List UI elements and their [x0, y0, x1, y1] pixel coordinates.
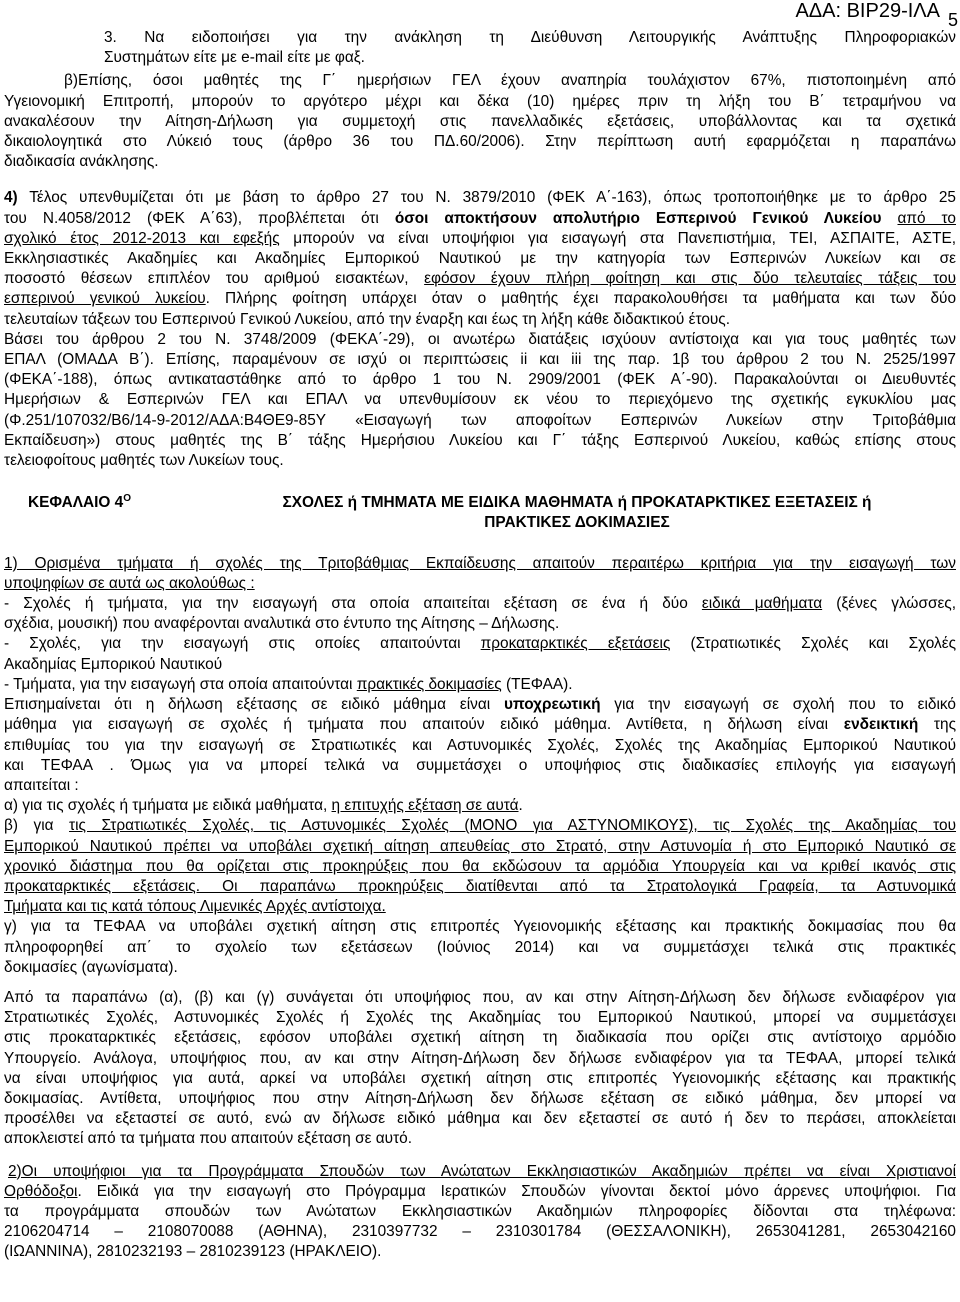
item-3: 3. Να ειδοποιήσει για την ανάκληση τη Διεύθυνση Λειτουργικής Ανάπτυξης Πληροφοριακών Συστημάτων είτε με e-mail είτε με φαξ.: [104, 29, 956, 67]
para4-line1-text: Τέλος υπενθυμίζεται ότι με βάση το άρθρο 27 του Ν. 3879/2010 (ΦΕΚ Α΄-163), όπως τροποποιήθηκε με το άρθρο 25: [17, 189, 956, 207]
page-number: 5: [947, 10, 958, 30]
section-2: 2)Οι υποψήφιοι για τα Προγράμματα Σπουδών των Ανώτατων Εκκλησιαστικών Ακαδημιών πρέπει να είναι Χριστιανοί Ορθόδοξοι. Ειδικά για την εισαγωγή στο Πρόγραμμα Ιερατικών Σπουδών γίνονται δεκτοί μόνο άρρενες υποψήφιοι. Για τα προγράμματα σπουδών των Ανώτατων Εκκλησιαστικών Ακαδημιών πληροφορίες δίδονται στα τηλέφωνα: 2106204714 – 2108070088 (ΑΘΗΝΑ), 2310397732 – 2310301784 (ΘΕΣΣΑΛΟΝΙΚΗ), 2653041281, 2653042160 (ΙΩΑΝΝΙΝΑ), 2810232193 – 2810239123 (ΗΡΑΚΛΕΙΟ).: [4, 1162, 956, 1261]
page-body: [4, 28, 956, 1263]
para-b: β)Επίσης, όσοι μαθητές της Γ΄ ημερήσιων ΓΕΛ έχουν αναπηρία τουλάχιστον 67%, πιστοποιημένη από Υγειονομική Επιτροπή, μπορούν το αργότερο μέχρι και δέκα (10) ημέρες πριν τη λήξη του Β΄ τετραμήνου να ανακαλέσουν την Αίτηση-Δήλωση για συμμετοχή στις πανελλαδικές εξετάσεις, υποβάλλοντας και τα σχετικά δικαιολογητικά στο Λύκειό τους (άρθρο 36 του ΠΔ.60/2006). Στην περίπτωση αυτή εφαρμόζεται η παραπάνω διαδικασία ανάκλησης.: [4, 72, 956, 171]
paragraph-after: Από τα παραπάνω (α), (β) και (γ) συνάγεται ότι υποψήφιος που, αν και στην Αίτηση-Δήλωση δεν δήλωσε ενδιαφέρον για Στρατιωτικές Σχολές, Αστυνομικές Σχολές ή Σχολές της Ακαδημίας του Εμπορικού Ναυτικού, μπορεί να συμμετάσχει στις προκαταρκτικές εξετάσεις, εφόσον υποβάλει σχετική αίτηση τη διαδικασία που ορίζει στις αντίστοιχο αρμόδιο Υπουργείο. Ανάλογα, υποψήφιος που, αν και στην Αίτηση-Δήλωση δεν δήλωσε ενδιαφέρον για τα ΤΕΦΑΑ, μπορεί τελικά να είναι υποψήφιος για αυτά, αρκεί να υποβάλει σχετική αίτηση στις επιτροπές Υγειονομικής εξέτασης και πρακτικής δοκιμασίας. Αντίθετα, υποψήφιος που στην Αίτηση-Δήλωση δεν δήλωσε εξέταση σε ειδικό μάθημα, δεν μπορεί να προσέλθει να εξεταστεί σε αυτό, ενώ αν δήλωσε ειδικό μάθημα και δεν εξεταστεί σε αυτό ή δεν το περάσει, αποκλείεται αποκλειστεί από τα τμήματα που απαιτούν εξέταση σε αυτό.: [4, 988, 956, 1148]
chapter-heading: ΚΕΦΑΛΑΙΟ $4^O$ ΣΧΟΛΕΣ ή ΤΜΗΜΑΤΑ ΜΕ ΕΙΔΙΚΑ ΜΑΘΗΜΑΤΑ ή ΠΡΟΚΑΤΑΡΚΤΙΚΕΣ ΕΞΕΤΑΣΕΙΣ ή ΠΡΑΚΤΙΚΕΣ ΔΟΚΙΜΑΣΙΕΣ: [28, 493, 872, 532]
ada-code: ΑΔΑ: ΒΙΡ29-ΙΛΑ: [795, 0, 940, 22]
section-1: 1) Ορισμένα τμήματα ή σχολές της Τριτοβάθμιας Εκπαίδευσης απαιτούν περαιτέρω κριτήρια για την εισαγωγή των υποψηφίων σε αυτά ως ακολούθως : - Σχολές ή τμήματα, για την εισαγωγή στα οποία απαιτείται εξέταση σε ένα ή δύο ειδικά μαθήματα (ξένες γλώσσες, σχέδια, μουσική) που αναφέρονται αναλυτικά στο έντυπο της Αίτησης – Δήλωσης. - Σχολές, για την εισαγωγή στις οποίες απαιτούνται προκαταρκτικές εξετάσεις (Στρατιωτικές Σχολές και Σχολές Ακαδημίας Εμπορικού Ναυτικού - Τμήματα, για την εισαγωγή στα οποία απαιτούνται πρακτικές δοκιμασίες (ΤΕΦΑΑ). Επισημαίνεται ότι η δήλωση εξέτασης σε ειδικό μάθημα είναι υποχρεωτική για την εισαγωγή σε σχολή που το ειδικό μάθημα για εισαγωγή σε σχολές ή τμήματα που απαιτούν ειδικό μάθημα. Αντίθετα, η δήλωση είναι ενδεικτική της επιθυμίας του για την εισαγωγή σε Στρατιωτικές και Αστυνομικές Σχολές, Σχολές της Ακαδημίας Εμπορικού Ναυτικού και ΤΕΦΑΑ . Όμως για να μπορεί τελικά να συμμετάσχει ο υποψήφιος στις διαδικασίες επιλογής για εισαγωγή απαιτείται : α) για τις σχολές ή τμήματα με ειδικά μαθήματα, η επιτυχής εξέταση σε αυτά. β) για τις Στρατιωτικές Σχολές, τις Αστυνομικές Σχολές (ΜΟΝΟ για ΑΣΤΥΝΟΜΙΚΟΥΣ), τις Σχολές της Ακαδημίας του Εμπορικού Ναυτικού πρέπει να υποβάλει σχετική αίτηση απευθείας στο Στρατό, στην Αστυνομία ή στο Εμπορικό Ναυτικό σε χρονικό διάστημα που θα ορίζεται στις προκηρύξεις που θα εκδώσουν τα αρμόδια Υπουργεία και να κριθεί ικανός στις προκαταρκτικές εξετάσεις. Οι παραπάνω προκηρύξεις διατίθενται από τα Στρατολογικά Γραφεία, τα Αστυνομικά Τμήματα και τις κατά τόπους Λιμενικές Αρχές αντίστοιχα. γ) για τα ΤΕΦΑΑ να υποβάλει σχετική αίτηση στις επιτροπές Υγειονομικής εξέτασης και πρακτικής δοκιμασίας που θα πληροφορηθεί απ΄ το σχολείο των εξετάσεων (Ιούνιος 2014) και να συμμετάσχει τελικά στις πρακτικές δοκιμασίες (αγωνίσματα).: [4, 554, 957, 976]
para-4: 4) Τέλος υπενθυμίζεται ότι με βάση το άρθρο 27 του Ν. 3879/2010 (ΦΕΚ Α΄-163), όπως τροποποιήθηκε με το άρθρο 25 του Ν.4058/2012 (ΦΕΚ Α΄63), προβλέπεται ότι όσοι αποκτήσουν απολυτήριο Εσπερινού Γενικού Λυκείου από το σχολικό έτος 2012-2013 και εφεξής μπορούν να είναι υποψήφιοι για εισαγωγή στα Πανεπιστήμια, ΤΕΙ, ΑΣΠΑΙΤΕ, ΑΣΤΕ, Εκκλησιαστικές Ακαδημίες και Ακαδημίες Εμπορικού Ναυτικού με την κατηγορία των Εσπερινών Λυκείων και σε ποσοστό θέσεων επιπλέον του αριθμού εισακτέων, εφόσον έχουν πλήρη φοίτηση και στις δύο τελευταίες τάξεις του εσπερινού γενικού λυκείου. Πλήρης φοίτηση υπάρχει όταν ο μαθητής έχει παρακολουθήσει τα μαθήματα και των δύο τελευταίων τάξεων του Εσπερινού Γενικού Λυκείου, από την έναρξη και έως τη λήξη κάθε διδακτικού έτους. Βάσει του άρθρου 2 του Ν. 3748/2009 (ΦΕΚΑ΄-29), οι ανωτέρω διατάξεις ισχύουν αντίστοιχα και για τους μαθητές των ΕΠΑΛ (ΟΜΑΔΑ Β΄). Επίσης, παραμένουν σε ισχύ οι περιπτώσεις ii και iii της παρ. 1β του άρθρου 2 του Ν. 2525/1997 (ΦΕΚΑ΄-188), όπως αντικαταστάθηκε από το άρθρο 1 του Ν. 2909/2001 (ΦΕΚ Α΄-90). Παρακαλούνται οι Διευθυντές Ημερήσιων & Εσπερινών ΓΕΛ και ΕΠΑΛ να υπενθυμίσουν εκ νέου το περιεχόμενο της σχετικής εγκυκλίου μας (Φ.251/107032/Β6/14-9-2012/ΑΔΑ:Β4ΘΕ9-85Υ «Εισαγωγή των αποφοίτων Εσπερινών Λυκείων στην Τριτοβάθμια Εκπαίδευση») στους μαθητές της Β΄ τάξης Ημερήσιου Λυκείου και Γ΄ τάξης Εσπερινού Λυκείου, καθώς επίσης στους τελειοφοίτους μαθητές των Λυκείων τους.: [4, 189, 957, 470]
